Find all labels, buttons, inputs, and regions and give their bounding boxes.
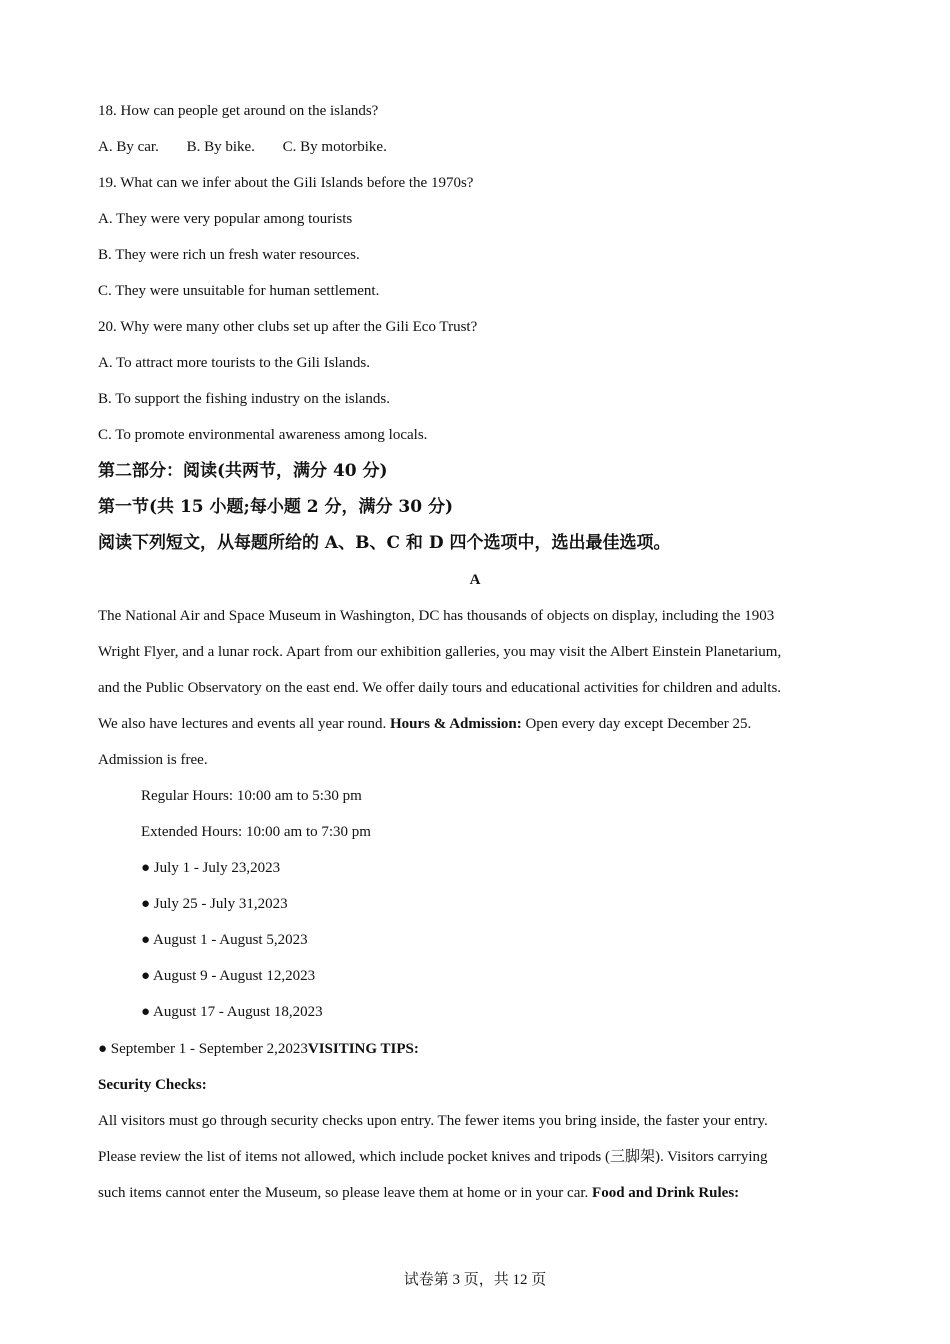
regular-hours: Regular Hours: 10:00 am to 5:30 pm xyxy=(141,788,362,804)
option-c: C. They were unsuitable for human settlement. xyxy=(98,283,380,299)
question-stem: 19. What can we infer about the Gili Islands before the 1970s? xyxy=(98,175,474,191)
section-instruction: 阅读下列短文，从每题所给的 A、B、C 和 D 四个选项中，选出最佳选项。 xyxy=(98,533,671,553)
passage-line: Wright Flyer, and a lunar rock. Apart from our exhibition galleries, you may visit the Albert Einstein Planetarium, xyxy=(98,644,782,660)
tips-heading: VISITING TIPS: xyxy=(307,1041,419,1057)
passage-line: The National Air and Space Museum in Washington, DC has thousands of objects on display, including the 1903 xyxy=(98,608,775,624)
option-b: B. By bike. xyxy=(186,139,255,155)
passage-line: Please review the list of items not allowed, which include pocket knives and tripods (三脚架). Visitors carrying xyxy=(98,1149,768,1165)
passage-line xyxy=(98,714,751,734)
hours-heading: Hours & Admission: xyxy=(390,716,522,732)
option-c: C. To promote environmental awareness among locals. xyxy=(98,427,428,443)
subsection-title: 第一节(共 15 小题;每小题 2 分，满分 30 分) xyxy=(98,497,454,517)
option-a: A. To attract more tourists to the Gili Islands. xyxy=(98,355,370,371)
last-date: ● September 1 - September 2,2023 xyxy=(98,1041,308,1057)
date-item: ● August 1 - August 5,2023 xyxy=(141,932,308,948)
date-item: ● August 17 - August 18,2023 xyxy=(141,1004,323,1020)
question-stem: 20. Why were many other clubs set up after the Gili Eco Trust? xyxy=(98,319,478,335)
date-item: ● July 1 - July 23,2023 xyxy=(141,860,281,876)
page-footer: 试卷第 3 页，共 12 页 xyxy=(403,1272,547,1288)
admission-line: Admission is free. xyxy=(98,752,208,768)
option-a: A. By car. xyxy=(98,139,159,155)
date-item xyxy=(98,1039,419,1059)
passage-text: Open every day except December 25. xyxy=(521,716,752,732)
option-b: B. They were rich un fresh water resources. xyxy=(98,247,360,263)
passage-label: A xyxy=(469,572,481,588)
security-heading: Security Checks: xyxy=(98,1077,207,1093)
question-options xyxy=(98,137,411,157)
passage-line: and the Public Observatory on the east end. We offer daily tours and educational activities for children and adults. xyxy=(98,680,782,696)
part-title: 第二部分：阅读(共两节，满分 40 分) xyxy=(98,461,388,481)
option-a: A. They were very popular among tourists xyxy=(98,211,353,227)
date-item: ● July 25 - July 31,2023 xyxy=(141,896,288,912)
food-heading: Food and Drink Rules: xyxy=(592,1185,740,1201)
passage-line xyxy=(98,1183,739,1203)
question-stem: 18. How can people get around on the islands? xyxy=(98,103,379,119)
passage-text: such items cannot enter the Museum, so please leave them at home or in your car. xyxy=(98,1185,593,1201)
extended-hours: Extended Hours: 10:00 am to 7:30 pm xyxy=(141,824,371,840)
passage-line: All visitors must go through security checks upon entry. The fewer items you bring inside, the faster your entry. xyxy=(98,1113,768,1129)
option-b: B. To support the fishing industry on the islands. xyxy=(98,391,391,407)
passage-text: We also have lectures and events all year round. xyxy=(98,716,391,732)
option-c: C. By motorbike. xyxy=(282,139,387,155)
date-item: ● August 9 - August 12,2023 xyxy=(141,968,316,984)
